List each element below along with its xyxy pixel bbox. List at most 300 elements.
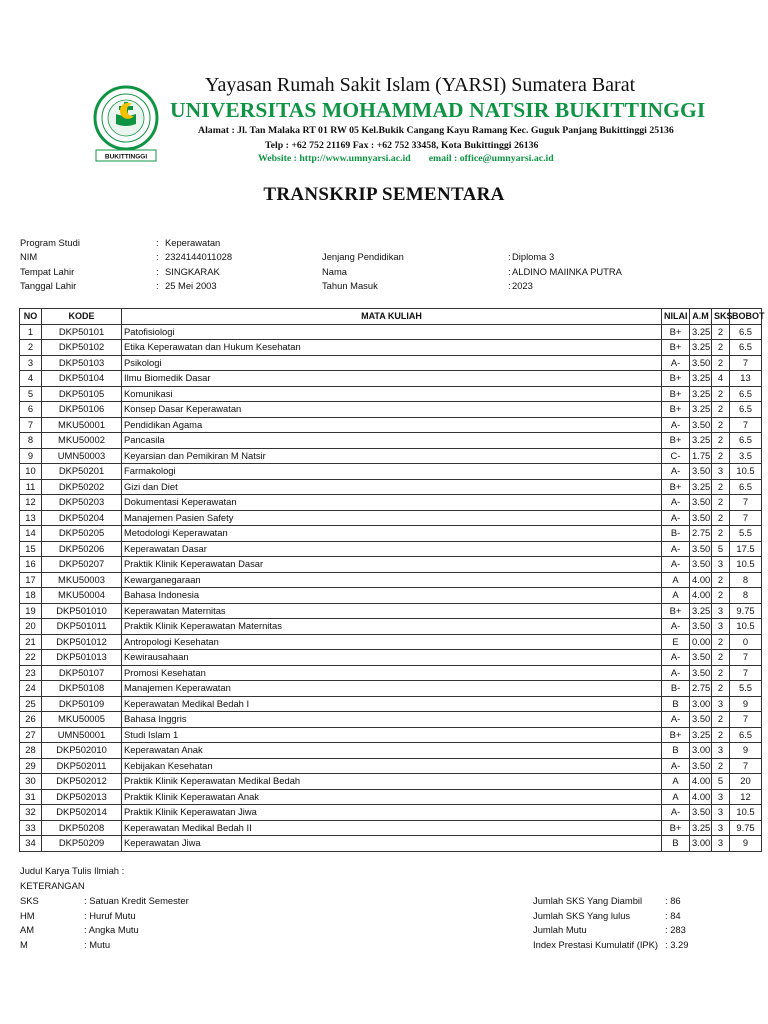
table-row: [20, 789, 762, 805]
course-code: UMN50003: [42, 448, 122, 464]
course-name: Farmakologi: [122, 464, 662, 480]
table-row: [20, 758, 762, 774]
weighted-score: 6.5: [730, 727, 762, 743]
grade-point: 3.50: [690, 495, 712, 511]
course-code: DKP50101: [42, 324, 122, 340]
university-name: UNIVERSITAS MOHAMMAD NATSIR BUKITTINGGI: [170, 98, 706, 122]
grade-point: 3.00: [690, 696, 712, 712]
grade-point: 3.50: [690, 510, 712, 526]
weighted-score: 12: [730, 789, 762, 805]
course-name: Dokumentasi Keperawatan: [122, 495, 662, 511]
table-row: [20, 665, 762, 681]
program-label: Program Studi: [20, 237, 80, 248]
weighted-score: 7: [730, 758, 762, 774]
table-row: [20, 588, 762, 604]
course-name: Etika Keperawatan dan Hukum Kesehatan: [122, 340, 662, 356]
summary-label: Jumlah SKS Yang lulus: [533, 910, 631, 921]
grade-letter: B+: [662, 433, 690, 449]
weighted-score: 10.5: [730, 557, 762, 573]
sep: :: [156, 280, 159, 291]
course-name: Bahasa Inggris: [122, 712, 662, 728]
credit-sks: 2: [712, 433, 730, 449]
row-number: 3: [20, 355, 42, 371]
summary-value: : 3.29: [665, 939, 689, 950]
course-name: Antropologi Kesehatan: [122, 634, 662, 650]
grade-letter: B: [662, 696, 690, 712]
grade-point: 3.50: [690, 665, 712, 681]
grade-letter: A: [662, 588, 690, 604]
row-number: 25: [20, 696, 42, 712]
row-number: 32: [20, 805, 42, 821]
header-bobot: BOBOT: [730, 309, 762, 325]
course-code: DKP50107: [42, 665, 122, 681]
credit-sks: 4: [712, 371, 730, 387]
table-row: [20, 340, 762, 356]
grade-letter: B: [662, 743, 690, 759]
grade-point: 3.25: [690, 820, 712, 836]
credit-sks: 3: [712, 464, 730, 480]
credit-sks: 3: [712, 557, 730, 573]
weighted-score: 7: [730, 712, 762, 728]
row-number: 20: [20, 619, 42, 635]
credit-sks: 2: [712, 665, 730, 681]
table-row: [20, 681, 762, 697]
weighted-score: 20: [730, 774, 762, 790]
credit-sks: 2: [712, 417, 730, 433]
weighted-score: 6.5: [730, 479, 762, 495]
course-name: Keperawatan Anak: [122, 743, 662, 759]
credit-sks: 3: [712, 696, 730, 712]
course-code: DKP50209: [42, 836, 122, 852]
sep: :: [156, 237, 159, 248]
weighted-score: 10.5: [730, 619, 762, 635]
course-name: Psikologi: [122, 355, 662, 371]
row-number: 17: [20, 572, 42, 588]
weighted-score: 3.5: [730, 448, 762, 464]
birthdate-value: 25 Mei 2003: [165, 280, 217, 291]
grade-letter: A-: [662, 712, 690, 728]
row-number: 6: [20, 402, 42, 418]
grade-point: 3.50: [690, 712, 712, 728]
credit-sks: 2: [712, 727, 730, 743]
university-logo: [90, 84, 162, 164]
grade-letter: A-: [662, 758, 690, 774]
course-name: Konsep Dasar Keperawatan: [122, 402, 662, 418]
sep: :: [156, 266, 159, 277]
row-number: 11: [20, 479, 42, 495]
course-name: Kewirausahaan: [122, 650, 662, 666]
credit-sks: 2: [712, 634, 730, 650]
course-name: Kebijakan Kesehatan: [122, 758, 662, 774]
legend-abbr: M: [20, 939, 28, 950]
credit-sks: 2: [712, 479, 730, 495]
course-code: DKP501011: [42, 619, 122, 635]
grade-letter: B-: [662, 681, 690, 697]
name-label: Nama: [322, 266, 348, 277]
email-text: email : office@umnyarsi.ac.id: [428, 153, 554, 164]
table-row: [20, 572, 762, 588]
table-row: [20, 526, 762, 542]
course-code: DKP502013: [42, 789, 122, 805]
course-code: MKU50003: [42, 572, 122, 588]
row-number: 12: [20, 495, 42, 511]
university-address: Alamat : Jl. Tan Malaka RT 01 RW 05 Kel.Bukik Cangang Kayu Ramang Kec. Guguk Panjang Bukittinggi 25136: [198, 125, 674, 136]
credit-sks: 2: [712, 355, 730, 371]
header-no: NO: [20, 309, 42, 325]
row-number: 29: [20, 758, 42, 774]
grade-letter: B+: [662, 727, 690, 743]
course-name: Ilmu Biomedik Dasar: [122, 371, 662, 387]
row-number: 28: [20, 743, 42, 759]
grade-point: 1.75: [690, 448, 712, 464]
grade-point: 3.25: [690, 603, 712, 619]
weighted-score: 7: [730, 417, 762, 433]
course-name: Komunikasi: [122, 386, 662, 402]
course-name: Praktik Klinik Keperawatan Maternitas: [122, 619, 662, 635]
legend-desc: : Mutu: [84, 939, 111, 950]
grade-letter: E: [662, 634, 690, 650]
course-code: DKP50103: [42, 355, 122, 371]
course-name: Metodologi Keperawatan: [122, 526, 662, 542]
summary-label: Index Prestasi Kumulatif (IPK): [533, 939, 659, 950]
grade-point: 4.00: [690, 572, 712, 588]
grade-letter: B+: [662, 324, 690, 340]
header-mata-kuliah: MATA KULIAH: [122, 309, 662, 325]
course-code: DKP50207: [42, 557, 122, 573]
summary-label: Jumlah SKS Yang Diambil: [533, 895, 643, 906]
table-row: [20, 805, 762, 821]
grade-letter: A-: [662, 417, 690, 433]
course-code: DKP50105: [42, 386, 122, 402]
header-sks: SKS: [712, 309, 730, 325]
foundation-name: Yayasan Rumah Sakit Islam (YARSI) Sumatera Barat: [205, 74, 636, 96]
grade-letter: A-: [662, 665, 690, 681]
grade-point: 3.00: [690, 836, 712, 852]
grades-table: [19, 308, 765, 852]
grade-point: 3.50: [690, 805, 712, 821]
weighted-score: 13: [730, 371, 762, 387]
table-row: [20, 433, 762, 449]
course-name: Keyarsian dan Pemikiran M Natsir: [122, 448, 662, 464]
credit-sks: 3: [712, 603, 730, 619]
course-code: DKP50208: [42, 820, 122, 836]
row-number: 30: [20, 774, 42, 790]
weighted-score: 8: [730, 588, 762, 604]
table-row: [20, 557, 762, 573]
credit-sks: 3: [712, 836, 730, 852]
grade-letter: A-: [662, 619, 690, 635]
summary-value: : 86: [665, 895, 681, 906]
table-row: [20, 510, 762, 526]
credit-sks: 2: [712, 572, 730, 588]
credit-sks: 2: [712, 526, 730, 542]
row-number: 31: [20, 789, 42, 805]
row-number: 8: [20, 433, 42, 449]
grade-point: 3.25: [690, 340, 712, 356]
weighted-score: 10.5: [730, 805, 762, 821]
credit-sks: 2: [712, 495, 730, 511]
table-row: [20, 402, 762, 418]
grade-point: 4.00: [690, 789, 712, 805]
row-number: 13: [20, 510, 42, 526]
weighted-score: 17.5: [730, 541, 762, 557]
course-name: Bahasa Indonesia: [122, 588, 662, 604]
course-code: DKP502014: [42, 805, 122, 821]
row-number: 10: [20, 464, 42, 480]
grade-point: 3.50: [690, 758, 712, 774]
grade-letter: A-: [662, 495, 690, 511]
grade-point: 4.00: [690, 588, 712, 604]
grade-letter: B+: [662, 371, 690, 387]
website-text: Website : http://www.umnyarsi.ac.id: [258, 153, 411, 164]
weighted-score: 9.75: [730, 820, 762, 836]
level-label: Jenjang Pendidikan: [322, 251, 404, 262]
thesis-title-label: Judul Karya Tulis Ilmiah :: [20, 865, 125, 876]
course-name: Pendidikan Agama: [122, 417, 662, 433]
grade-letter: A: [662, 789, 690, 805]
row-number: 1: [20, 324, 42, 340]
course-code: DKP501012: [42, 634, 122, 650]
course-code: DKP502010: [42, 743, 122, 759]
course-name: Praktik Klinik Keperawatan Medikal Bedah: [122, 774, 662, 790]
weighted-score: 10.5: [730, 464, 762, 480]
grade-point: 3.50: [690, 355, 712, 371]
grade-letter: A-: [662, 650, 690, 666]
row-number: 4: [20, 371, 42, 387]
course-name: Manajemen Pasien Safety: [122, 510, 662, 526]
table-row: [20, 371, 762, 387]
sep: :: [508, 280, 511, 291]
grade-point: 3.50: [690, 464, 712, 480]
grade-letter: A-: [662, 805, 690, 821]
course-name: Studi Islam 1: [122, 727, 662, 743]
course-name: Praktik Klinik Keperawatan Dasar: [122, 557, 662, 573]
year-value: 2023: [512, 280, 533, 291]
row-number: 2: [20, 340, 42, 356]
legend-abbr: AM: [20, 924, 35, 935]
grade-point: 3.25: [690, 324, 712, 340]
weighted-score: 9.75: [730, 603, 762, 619]
table-row: [20, 603, 762, 619]
grade-point: 3.50: [690, 619, 712, 635]
sep: :: [156, 251, 159, 262]
course-name: Praktik Klinik Keperawatan Jiwa: [122, 805, 662, 821]
table-row: [20, 696, 762, 712]
logo-caption: BUKITTINGGI: [104, 153, 148, 161]
table-row: [20, 836, 762, 852]
row-number: 24: [20, 681, 42, 697]
weighted-score: 9: [730, 836, 762, 852]
table-row: [20, 541, 762, 557]
row-number: 19: [20, 603, 42, 619]
course-name: Keperawatan Jiwa: [122, 836, 662, 852]
course-name: Keperawatan Medikal Bedah II: [122, 820, 662, 836]
table-row: [20, 386, 762, 402]
grade-letter: B: [662, 836, 690, 852]
table-row: [20, 774, 762, 790]
grade-point: 2.75: [690, 526, 712, 542]
credit-sks: 2: [712, 340, 730, 356]
grade-point: 3.50: [690, 557, 712, 573]
course-code: MKU50005: [42, 712, 122, 728]
credit-sks: 2: [712, 510, 730, 526]
nim-value: 2324144011028: [165, 251, 233, 262]
table-row: [20, 417, 762, 433]
grade-point: 3.25: [690, 479, 712, 495]
weighted-score: 5.5: [730, 681, 762, 697]
credit-sks: 3: [712, 789, 730, 805]
course-code: DKP50206: [42, 541, 122, 557]
course-name: Praktik Klinik Keperawatan Anak: [122, 789, 662, 805]
table-row: [20, 324, 762, 340]
document-title: TRANSKRIP SEMENTARA: [263, 184, 505, 205]
course-code: DKP50109: [42, 696, 122, 712]
table-row: [20, 464, 762, 480]
row-number: 16: [20, 557, 42, 573]
grade-point: 3.50: [690, 650, 712, 666]
row-number: 7: [20, 417, 42, 433]
weighted-score: 9: [730, 743, 762, 759]
course-name: Pancasila: [122, 433, 662, 449]
course-code: MKU50002: [42, 433, 122, 449]
table-row: [20, 727, 762, 743]
table-row: [20, 820, 762, 836]
grade-letter: B-: [662, 526, 690, 542]
weighted-score: 7: [730, 650, 762, 666]
table-row: [20, 650, 762, 666]
table-row: [20, 495, 762, 511]
credit-sks: 2: [712, 650, 730, 666]
weighted-score: 0: [730, 634, 762, 650]
credit-sks: 2: [712, 681, 730, 697]
table-row: [20, 479, 762, 495]
birthplace-label: Tempat Lahir: [20, 266, 75, 277]
course-code: DKP502011: [42, 758, 122, 774]
course-code: DKP50102: [42, 340, 122, 356]
credit-sks: 3: [712, 820, 730, 836]
sep: :: [508, 251, 511, 262]
course-name: Keperawatan Dasar: [122, 541, 662, 557]
birthdate-label: Tanggal Lahir: [20, 280, 77, 291]
course-name: Gizi dan Diet: [122, 479, 662, 495]
grade-letter: A-: [662, 510, 690, 526]
weighted-score: 7: [730, 355, 762, 371]
grade-letter: B+: [662, 386, 690, 402]
course-code: DKP501013: [42, 650, 122, 666]
birthplace-value: SINGKARAK: [165, 266, 220, 277]
summary-label: Jumlah Mutu: [533, 924, 587, 935]
credit-sks: 2: [712, 758, 730, 774]
row-number: 23: [20, 665, 42, 681]
course-code: DKP50203: [42, 495, 122, 511]
grade-letter: C-: [662, 448, 690, 464]
course-code: DKP50202: [42, 479, 122, 495]
course-name: Keperawatan Maternitas: [122, 603, 662, 619]
course-code: DKP50106: [42, 402, 122, 418]
course-code: MKU50001: [42, 417, 122, 433]
course-code: UMN50001: [42, 727, 122, 743]
legend-abbr: SKS: [20, 895, 39, 906]
weighted-score: 5.5: [730, 526, 762, 542]
table-row: [20, 619, 762, 635]
course-code: DKP502012: [42, 774, 122, 790]
grade-letter: B+: [662, 479, 690, 495]
table-row: [20, 743, 762, 759]
course-name: Promosi Kesehatan: [122, 665, 662, 681]
header-am: A.M: [690, 309, 712, 325]
weighted-score: 6.5: [730, 340, 762, 356]
course-code: DKP50108: [42, 681, 122, 697]
credit-sks: 3: [712, 743, 730, 759]
grade-letter: A: [662, 774, 690, 790]
credit-sks: 5: [712, 774, 730, 790]
grade-point: 3.50: [690, 541, 712, 557]
grade-point: 3.25: [690, 402, 712, 418]
course-name: Kewarganegaraan: [122, 572, 662, 588]
row-number: 26: [20, 712, 42, 728]
course-code: DKP50204: [42, 510, 122, 526]
table-row: [20, 712, 762, 728]
row-number: 18: [20, 588, 42, 604]
course-code: DKP50201: [42, 464, 122, 480]
name-value: ALDINO MAIINKA PUTRA: [512, 266, 622, 277]
course-code: DKP50205: [42, 526, 122, 542]
weighted-score: 9: [730, 696, 762, 712]
keterangan-label: KETERANGAN: [20, 880, 85, 891]
level-value: Diploma 3: [512, 251, 555, 262]
row-number: 9: [20, 448, 42, 464]
legend-desc: : Satuan Kredit Semester: [84, 895, 189, 906]
grade-point: 4.00: [690, 774, 712, 790]
course-name: Patofisiologi: [122, 324, 662, 340]
grade-point: 0.00: [690, 634, 712, 650]
sep: :: [508, 266, 511, 277]
legend-desc: : Angka Mutu: [84, 924, 139, 935]
grade-letter: B+: [662, 340, 690, 356]
grade-point: 3.50: [690, 417, 712, 433]
weighted-score: 8: [730, 572, 762, 588]
nim-label: NIM: [20, 251, 38, 262]
row-number: 33: [20, 820, 42, 836]
row-number: 27: [20, 727, 42, 743]
header-nilai: NILAI: [662, 309, 690, 325]
legend-abbr: HM: [20, 910, 35, 921]
row-number: 5: [20, 386, 42, 402]
year-label: Tahun Masuk: [322, 280, 378, 291]
table-header-row: [20, 309, 762, 325]
header-kode: KODE: [42, 309, 122, 325]
program-value: Keperawatan: [165, 237, 221, 248]
summary-value: : 283: [665, 924, 686, 935]
credit-sks: 2: [712, 588, 730, 604]
grade-letter: A-: [662, 355, 690, 371]
row-number: 34: [20, 836, 42, 852]
row-number: 14: [20, 526, 42, 542]
summary-value: : 84: [665, 910, 681, 921]
credit-sks: 2: [712, 448, 730, 464]
course-name: Keperawatan Medikal Bedah I: [122, 696, 662, 712]
row-number: 15: [20, 541, 42, 557]
course-code: DKP501010: [42, 603, 122, 619]
grade-letter: A-: [662, 464, 690, 480]
university-contact: [258, 153, 554, 164]
grade-point: 2.75: [690, 681, 712, 697]
weighted-score: 7: [730, 665, 762, 681]
row-number: 21: [20, 634, 42, 650]
grades-table-body: [20, 324, 762, 851]
grade-letter: A-: [662, 557, 690, 573]
table-row: [20, 355, 762, 371]
